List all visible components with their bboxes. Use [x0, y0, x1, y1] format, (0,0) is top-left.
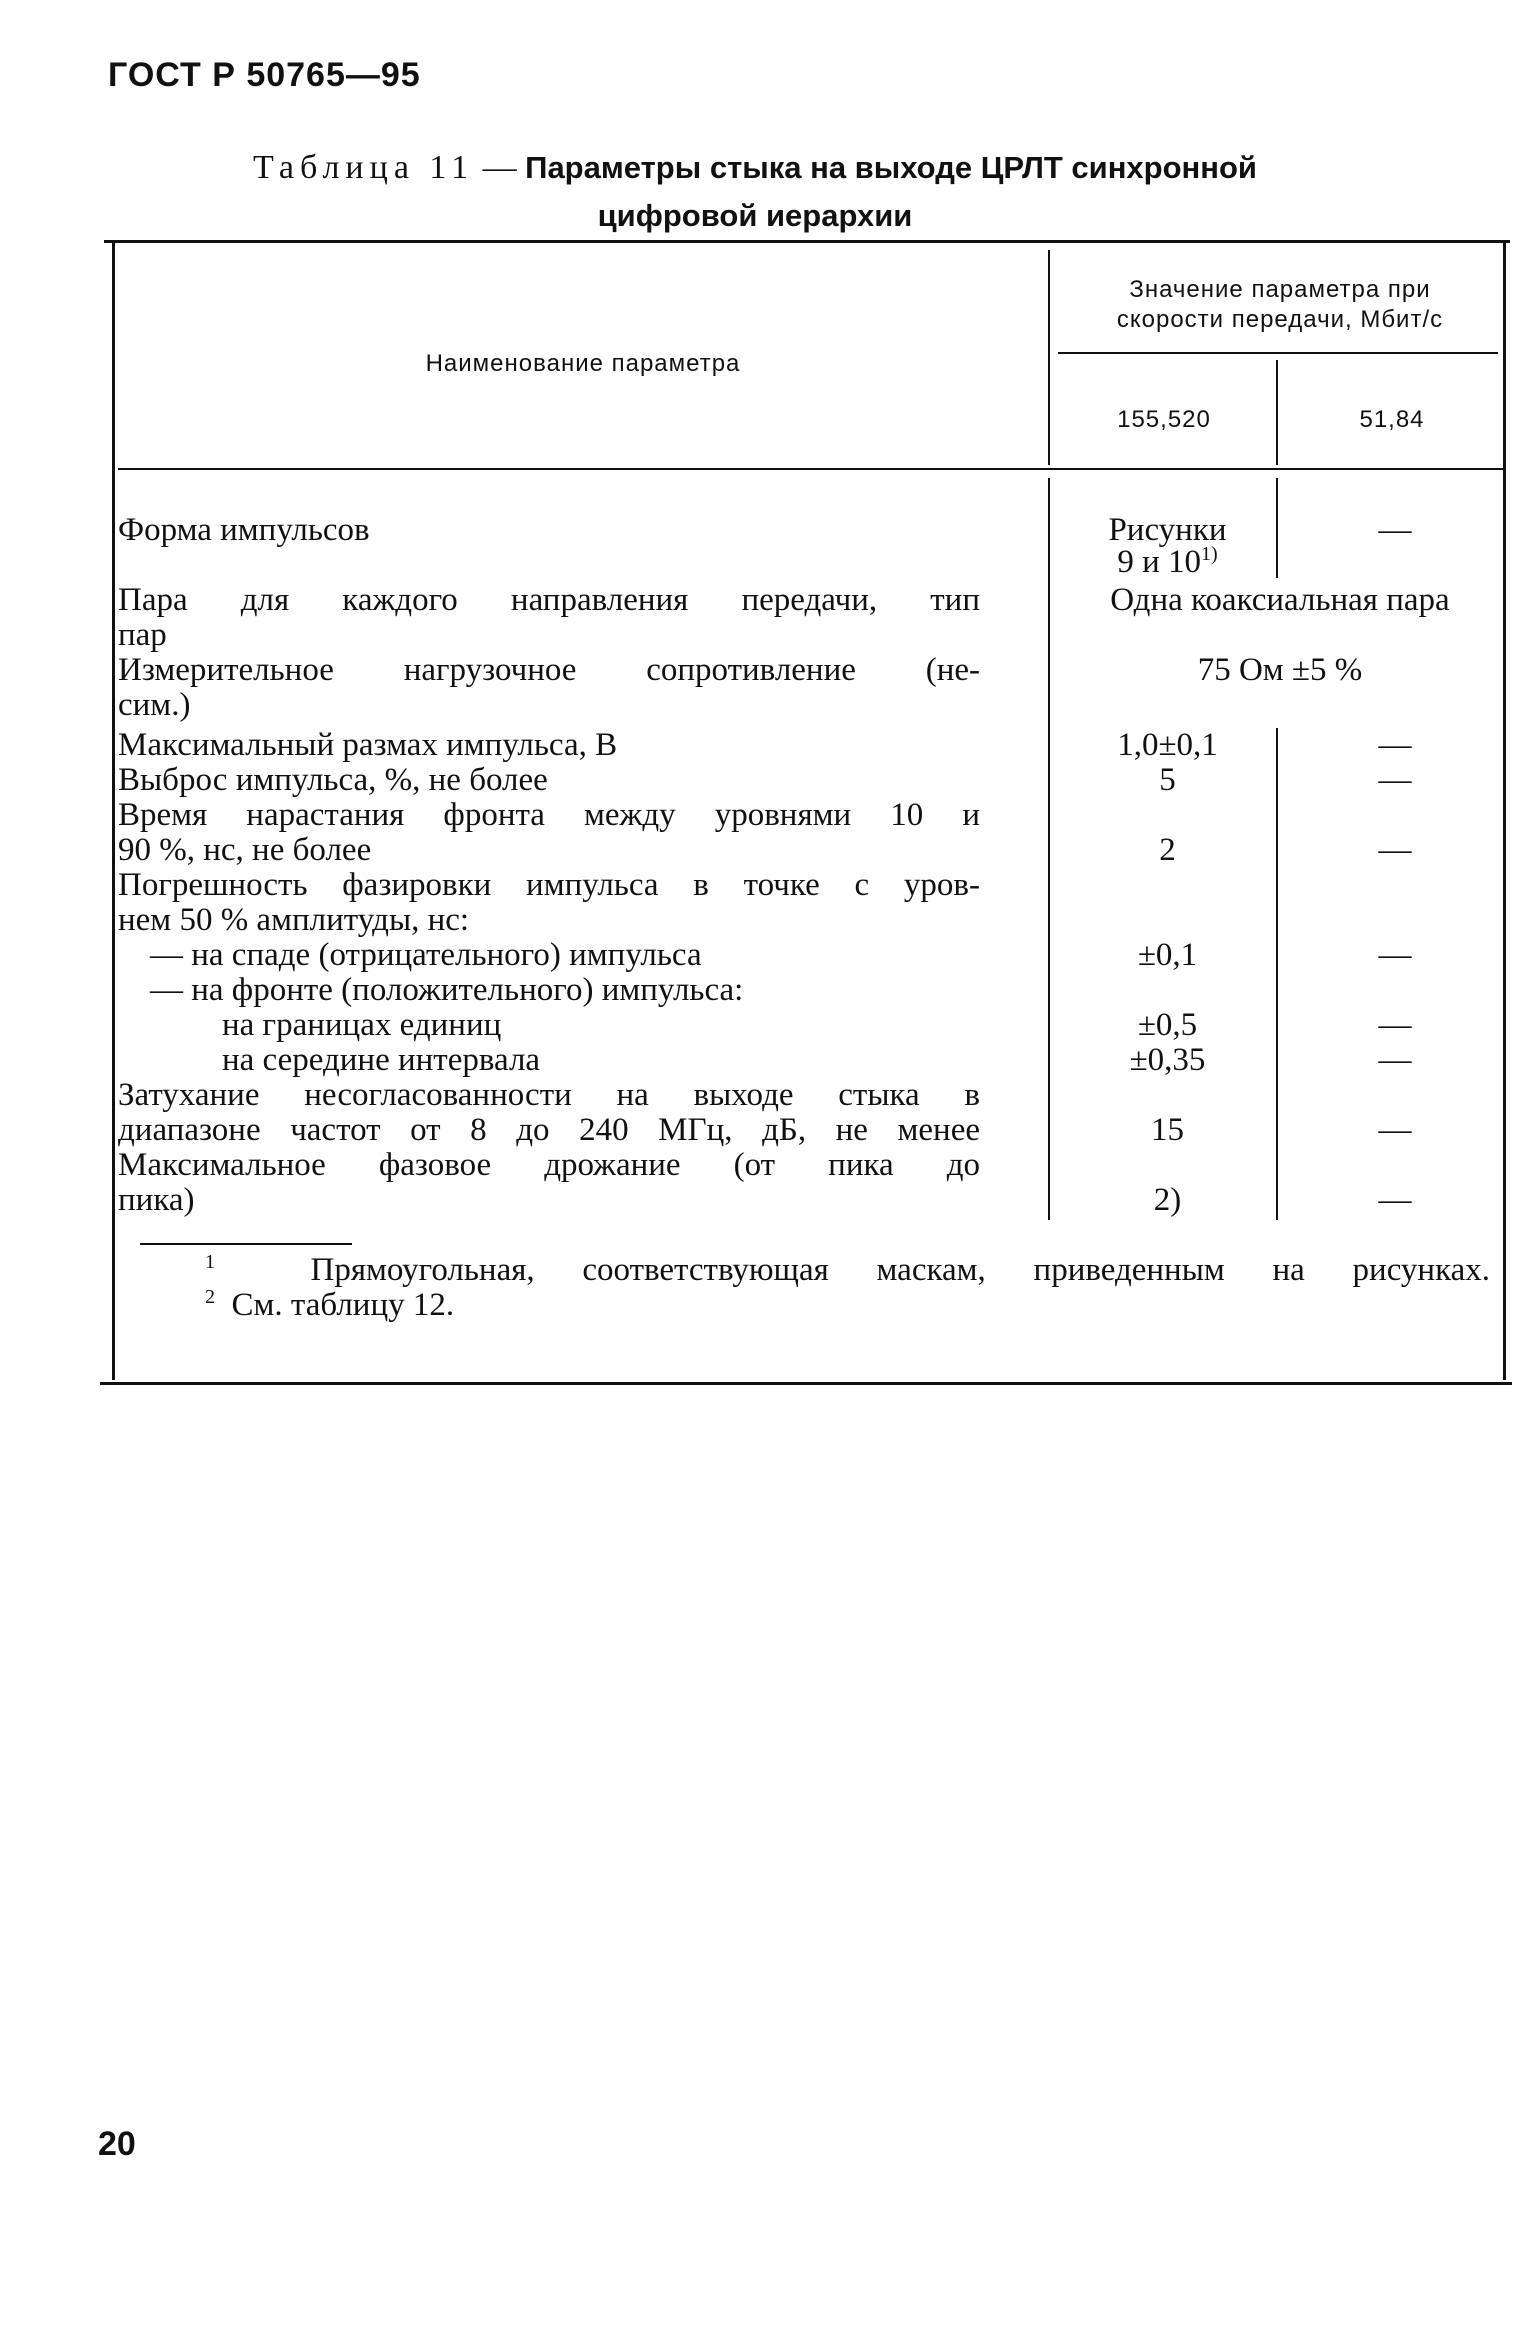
- value-pulse-shape-line2: 9 и 10$^{1)}$: [1117, 543, 1218, 580]
- value-rise-time-155: 2: [1159, 832, 1176, 868]
- header-value-group-line1: Значение параметра при: [1129, 276, 1431, 303]
- value-falling-edge-155: ±0,1: [1137, 937, 1198, 973]
- value-interval-middle-155: ±0,35: [1129, 1042, 1206, 1078]
- param-rising-edge: — на фронте (положительного) импульса:: [150, 972, 744, 1008]
- param-rise-time-line2: 90 %, нс, не более: [118, 832, 372, 868]
- table-title: [100, 144, 1410, 240]
- page-number: 20: [98, 2125, 136, 2163]
- footnote-2-mark: 2: [205, 1286, 215, 1308]
- table-top-border: [104, 240, 1510, 243]
- table-title-line1: Параметры стыка на выходе ЦРЛТ синхронной: [525, 150, 1257, 185]
- footnote-ref-1: 1): [1201, 543, 1218, 565]
- table-left-border: [112, 243, 115, 1380]
- param-rise-time-line1: Время нарастания фронта между уровнями 10 и: [118, 797, 980, 833]
- param-falling-edge: — на спаде (отрицательного) импульса: [150, 937, 702, 973]
- header-group-rule: [1058, 352, 1498, 354]
- value-max-amplitude-155: 1,0±0,1: [1117, 727, 1218, 763]
- param-pair-type-line1: Пара для каждого направления передачи, тип: [118, 582, 980, 618]
- footnote-1: [205, 1252, 1490, 1288]
- value-rise-time-51: —: [1378, 832, 1412, 868]
- param-max-amplitude: Максимальный размах импульса, В: [118, 727, 618, 763]
- param-interval-middle: на середине интервала: [222, 1042, 541, 1078]
- param-load-resistance-line1: Измерительное нагрузочное сопротивление (не-: [118, 652, 980, 688]
- value-pair-type: Одна коаксиальная пара: [1110, 582, 1450, 618]
- value-interval-middle-51: —: [1378, 1042, 1412, 1078]
- header-param-name: Наименование параметра: [425, 350, 741, 377]
- header-col-51: 51,84: [1359, 406, 1425, 433]
- value-max-amplitude-51: —: [1378, 727, 1412, 763]
- value-falling-edge-51: —: [1378, 937, 1412, 973]
- param-phasing-error-line1: Погрешность фазировки импульса в точке с уров-: [118, 867, 980, 903]
- value-return-loss-51: —: [1378, 1112, 1412, 1148]
- footnote-1-text: Прямоугольная, соответствующая маскам, приведенным на рисунках.: [310, 1252, 1491, 1288]
- table-label: Таблица 11: [253, 149, 475, 186]
- param-pulse-shape: Форма импульсов: [118, 512, 370, 548]
- document-code: ГОСТ Р 50765—95: [108, 56, 421, 94]
- param-pair-type-line2: пар: [118, 617, 167, 653]
- param-max-jitter-line2: пика): [118, 1182, 195, 1218]
- table-title-line2: цифровой иерархии: [597, 198, 913, 233]
- table-bottom-border: [100, 1382, 1512, 1385]
- value-overshoot-51: —: [1378, 762, 1412, 798]
- param-phasing-error-line2: нем 50 % амплитуды, нс:: [118, 902, 470, 938]
- header-col-155: 155,520: [1117, 406, 1211, 433]
- value-max-jitter-51: —: [1378, 1182, 1412, 1218]
- value-unit-boundaries-51: —: [1378, 1007, 1412, 1043]
- title-dash: —: [474, 149, 526, 186]
- value-pulse-shape-line1: Рисунки: [1108, 512, 1227, 548]
- header-value-group-line2: скорости передачи, Мбит/с: [1116, 306, 1444, 333]
- footnote-1-mark: 1: [205, 1251, 215, 1273]
- value-unit-boundaries-155: ±0,5: [1137, 1007, 1198, 1043]
- param-load-resistance-line2: сим.): [118, 687, 191, 723]
- footnote-separator: [140, 1243, 352, 1245]
- value-pulse-shape-51: —: [1378, 512, 1412, 548]
- param-unit-boundaries: на границах единиц: [222, 1007, 502, 1043]
- param-return-loss-line2: диапазоне частот от 8 до 240 МГц, дБ, не менее: [118, 1112, 980, 1148]
- footnote-2: [205, 1287, 454, 1323]
- value-load-resistance: 75 Ом ±5 %: [1197, 652, 1363, 688]
- footnote-2-text: См. таблицу 12.: [231, 1287, 455, 1323]
- value-return-loss-155: 15: [1151, 1112, 1184, 1148]
- value-max-jitter-155: 2): [1153, 1182, 1182, 1218]
- param-return-loss-line1: Затухание несогласованности на выходе стыка в: [118, 1077, 980, 1113]
- value-overshoot-155: 5: [1159, 762, 1176, 798]
- param-max-jitter-line1: Максимальное фазовое дрожание (от пика до: [118, 1147, 980, 1183]
- header-bottom-rule: [118, 468, 1503, 470]
- param-overshoot: Выброс импульса, %, не более: [118, 762, 548, 798]
